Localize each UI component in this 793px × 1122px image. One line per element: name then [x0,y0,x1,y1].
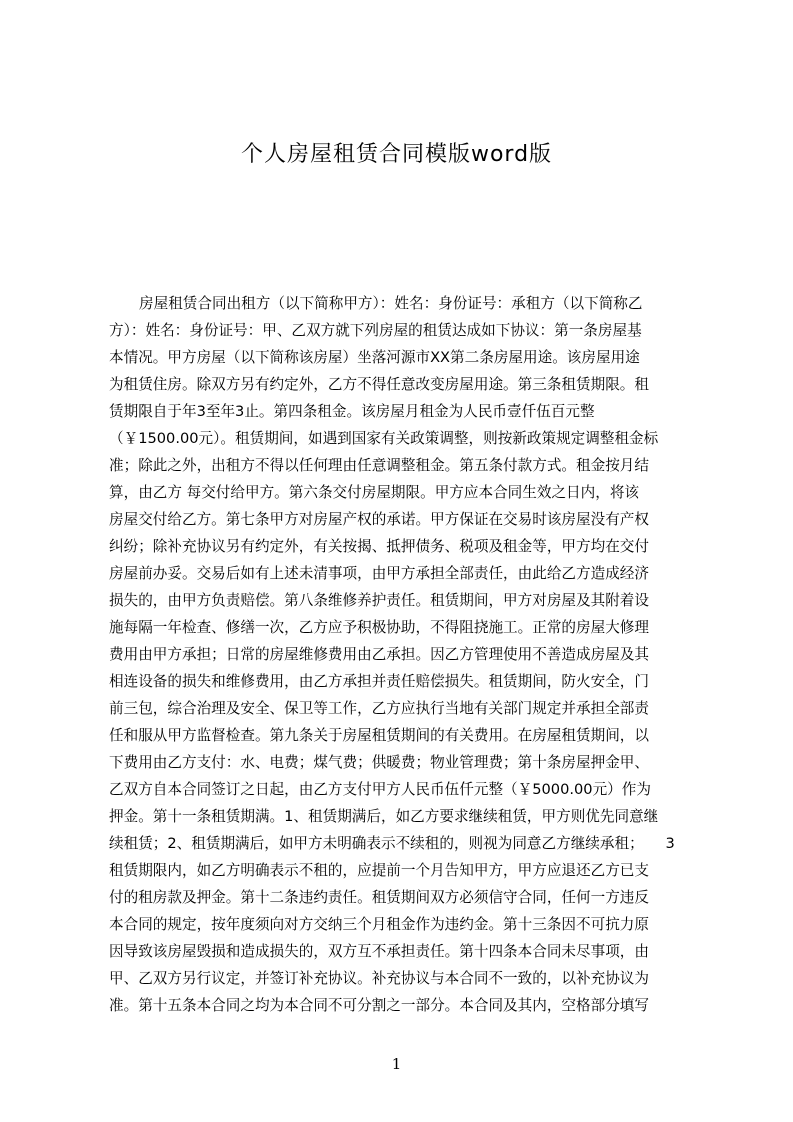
body-line-9: 房屋交付给乙方。第七条甲方对房屋产权的承诺。甲方保证在交易时该房屋没有产权 [109,511,649,528]
body-line-4: 为租赁住房。除双方另有约定外，乙方不得任意改变房屋用途。第三条租赁期限。租 [109,376,649,393]
body-line-6: （￥1500.00元）。租赁期间，如遇到国家有关政策调整，则按新政策规定调整租金标 [109,430,659,447]
body-line-25: 因导致该房屋毁损和造成损失的，双方互不承担责任。第十四条本合同未尽事项，由 [109,943,649,960]
body-line-17: 任和服从甲方监督检查。第九条关于房屋租赁期间的有关费用。在房屋租赁期间，以 [109,727,649,744]
body-line-3: 本情况。甲方房屋（以下简称该房屋）坐落河源市XX第二条房屋用途。该房屋用途 [109,349,640,366]
body-line-13: 施每隔一年检查、修缮一次，乙方应予积极协助，不得阻挠施工。正常的房屋大修理 [109,619,649,636]
body-line-26: 甲、乙双方另行议定，并签订补充协议。补充协议与本合同不一致的，以补充协议为 [109,970,649,987]
body-line-10: 纠纷；除补充协议另有约定外，有关按揭、抵押债务、税项及租金等，甲方均在交付 [109,538,649,555]
body-line-11: 房屋前办妥。交易后如有上述未清事项，由甲方承担全部责任，由此给乙方造成经济 [109,565,649,582]
contract-body [109,290,699,1019]
body-line-20: 押金。第十一条租赁期满。1、租赁期满后，如乙方要求继续租赁，甲方则优先同意继 [109,808,659,825]
body-line-21: 续租赁；2、租赁期满后，如甲方未明确表示不续租的，则视为同意乙方继续承租； 3 [109,835,675,852]
page-number: 1 [391,1055,402,1073]
body-line-16: 前三包，综合治理及安全、保卫等工作，乙方应执行当地有关部门规定并承担全部责 [109,700,649,717]
body-line-2: 方）：姓名：身份证号：甲、乙双方就下列房屋的租赁达成如下协议：第一条房屋基 [109,322,642,339]
body-line-12: 损失的，由甲方负责赔偿。第八条维修养护责任。租赁期间，甲方对房屋及其附着设 [109,592,649,609]
body-line-15: 相连设备的损失和维修费用，由乙方承担并责任赔偿损失。租赁期间，防火安全，门 [109,673,649,690]
body-line-7: 准；除此之外，出租方不得以任何理由任意调整租金。第五条付款方式。租金按月结 [109,457,649,474]
body-line-18: 下费用由乙方支付：水、电费；煤气费；供暖费；物业管理费；第十条房屋押金甲、 [109,754,649,771]
body-line-19: 乙双方自本合同签订之日起，由乙方支付甲方人民币伍仟元整（￥5000.00元）作为 [109,781,651,798]
body-line-22: 租赁期限内，如乙方明确表示不租的，应提前一个月告知甲方，甲方应退还乙方已支 [109,862,649,879]
body-line-8: 算，由乙方 每交付给甲方。第六条交付房屋期限。甲方应本合同生效之日内，将该 [109,484,640,501]
body-line-27: 准。第十五条本合同之均为本合同不可分割之一部分。本合同及其内，空格部分填写 [109,997,649,1014]
document-title: 个人房屋租赁合同模版word版 [240,142,553,167]
body-line-1: 房屋租赁合同出租方（以下简称甲方）：姓名：身份证号：承租方（以下简称乙 [139,295,643,312]
body-line-5: 赁期限自于年3至年3止。第四条租金。该房屋月租金为人民币壹仟伍百元整 [109,403,595,420]
body-line-23: 付的租房款及押金。第十二条违约责任。租赁期间双方必须信守合同，任何一方违反 [109,889,649,906]
body-line-14: 费用由甲方承担；日常的房屋维修费用由乙承担。因乙方管理使用不善造成房屋及其 [109,646,649,663]
body-line-24: 本合同的规定，按年度须向对方交纳三个月租金作为违约金。第十三条因不可抗力原 [109,916,649,933]
